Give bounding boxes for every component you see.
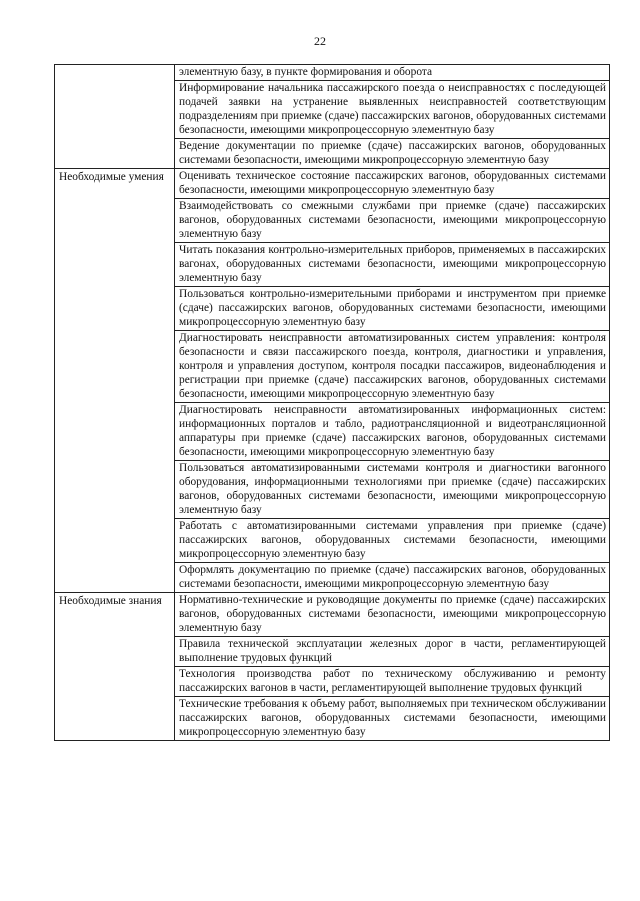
table-cell: Читать показания контрольно-измерительных приборов, применяемых в пассажирских вагонах, оборудованных системами безопасности, имеющими микропроцессорную элементную базу (175, 243, 610, 287)
table-cell: Нормативно-технические и руководящие документы по приемке (сдаче) пассажирских вагонов, оборудованных системами безопасности, имеющими микропроцессорную элементную базу (175, 593, 610, 637)
table-cell: Технология производства работ по техническому обслуживанию и ремонту пассажирских вагонов в части, регламентирующей выполнение трудовых функций (175, 667, 610, 697)
table-row (55, 65, 610, 81)
table-cell: Взаимодействовать со смежными службами при приемке (сдаче) пассажирских вагонов, оборудованных системами безопасности, имеющими микропроцессорную элементную базу (175, 199, 610, 243)
section-label: Необходимые знания (55, 593, 175, 741)
table-cell: Диагностировать неисправности автоматизированных информационных систем: информационных порталов и табло, радиотрансляционной и видеотрансляционной аппаратуры при приемке (сдаче) пассажирских вагонов, оборудованных системами безопасности, имеющими микропроцессорную элементную базу (175, 403, 610, 461)
table-cell: Диагностировать неисправности автоматизированных систем управления: контроля безопасности и связи пассажирского поезда, контроля, диагностики и управления, контроля и управления доступом, контроля посадки пассажиров, видеонаблюдения и регистрации при приемке (сдаче) пассажирских вагонов, оборудованных системами безопасности, имеющими микропроцессорную элементную базу (175, 331, 610, 403)
table-cell: Оценивать техническое состояние пассажирских вагонов, оборудованных системами безопасности, имеющими микропроцессорную элементную базу (175, 169, 610, 199)
section-label (55, 65, 175, 169)
table-cell: элементную базу, в пункте формирования и оборота (175, 65, 610, 81)
table-cell: Работать с автоматизированными системами управления при приемке (сдаче) пассажирских вагонов, оборудованных системами безопасности, имеющими микропроцессорную элементную базу (175, 519, 610, 563)
page-number: 22 (314, 34, 326, 48)
section-label: Необходимые умения (55, 169, 175, 593)
table-cell: Правила технической эксплуатации железных дорог в части, регламентирующей выполнение трудовых функций (175, 637, 610, 667)
table-cell: Пользоваться автоматизированными системами контроля и диагностики вагонного оборудования, информационными технологиями при приемке (сдаче) пассажирских вагонов, оборудованных системами безопасности, имеющими микропроцессорную элементную базу (175, 461, 610, 519)
requirements-table (54, 64, 610, 741)
table-row (55, 169, 610, 199)
table-row (55, 593, 610, 637)
table-cell: Пользоваться контрольно-измерительными приборами и инструментом при приемке (сдаче) пассажирских вагонов, оборудованных системами безопасности, имеющими микропроцессорную элементную базу (175, 287, 610, 331)
table-cell: Информирование начальника пассажирского поезда о неисправностях с последующей подачей заявки на устранение выявленных неисправностей соответствующим подразделениям при приемке (сдаче) пассажирских вагонов, оборудованных системами безопасности, имеющими микропроцессорную элементную базу (175, 81, 610, 139)
table-cell: Оформлять документацию по приемке (сдаче) пассажирских вагонов, оборудованных системами безопасности, имеющими микропроцессорную элементную базу (175, 563, 610, 593)
table-cell: Технические требования к объему работ, выполняемых при техническом обслуживании пассажирских вагонов, оборудованных системами безопасности, имеющими микропроцессорную элементную базу (175, 697, 610, 741)
table-cell: Ведение документации по приемке (сдаче) пассажирских вагонов, оборудованных системами безопасности, имеющими микропроцессорную элементную базу (175, 139, 610, 169)
